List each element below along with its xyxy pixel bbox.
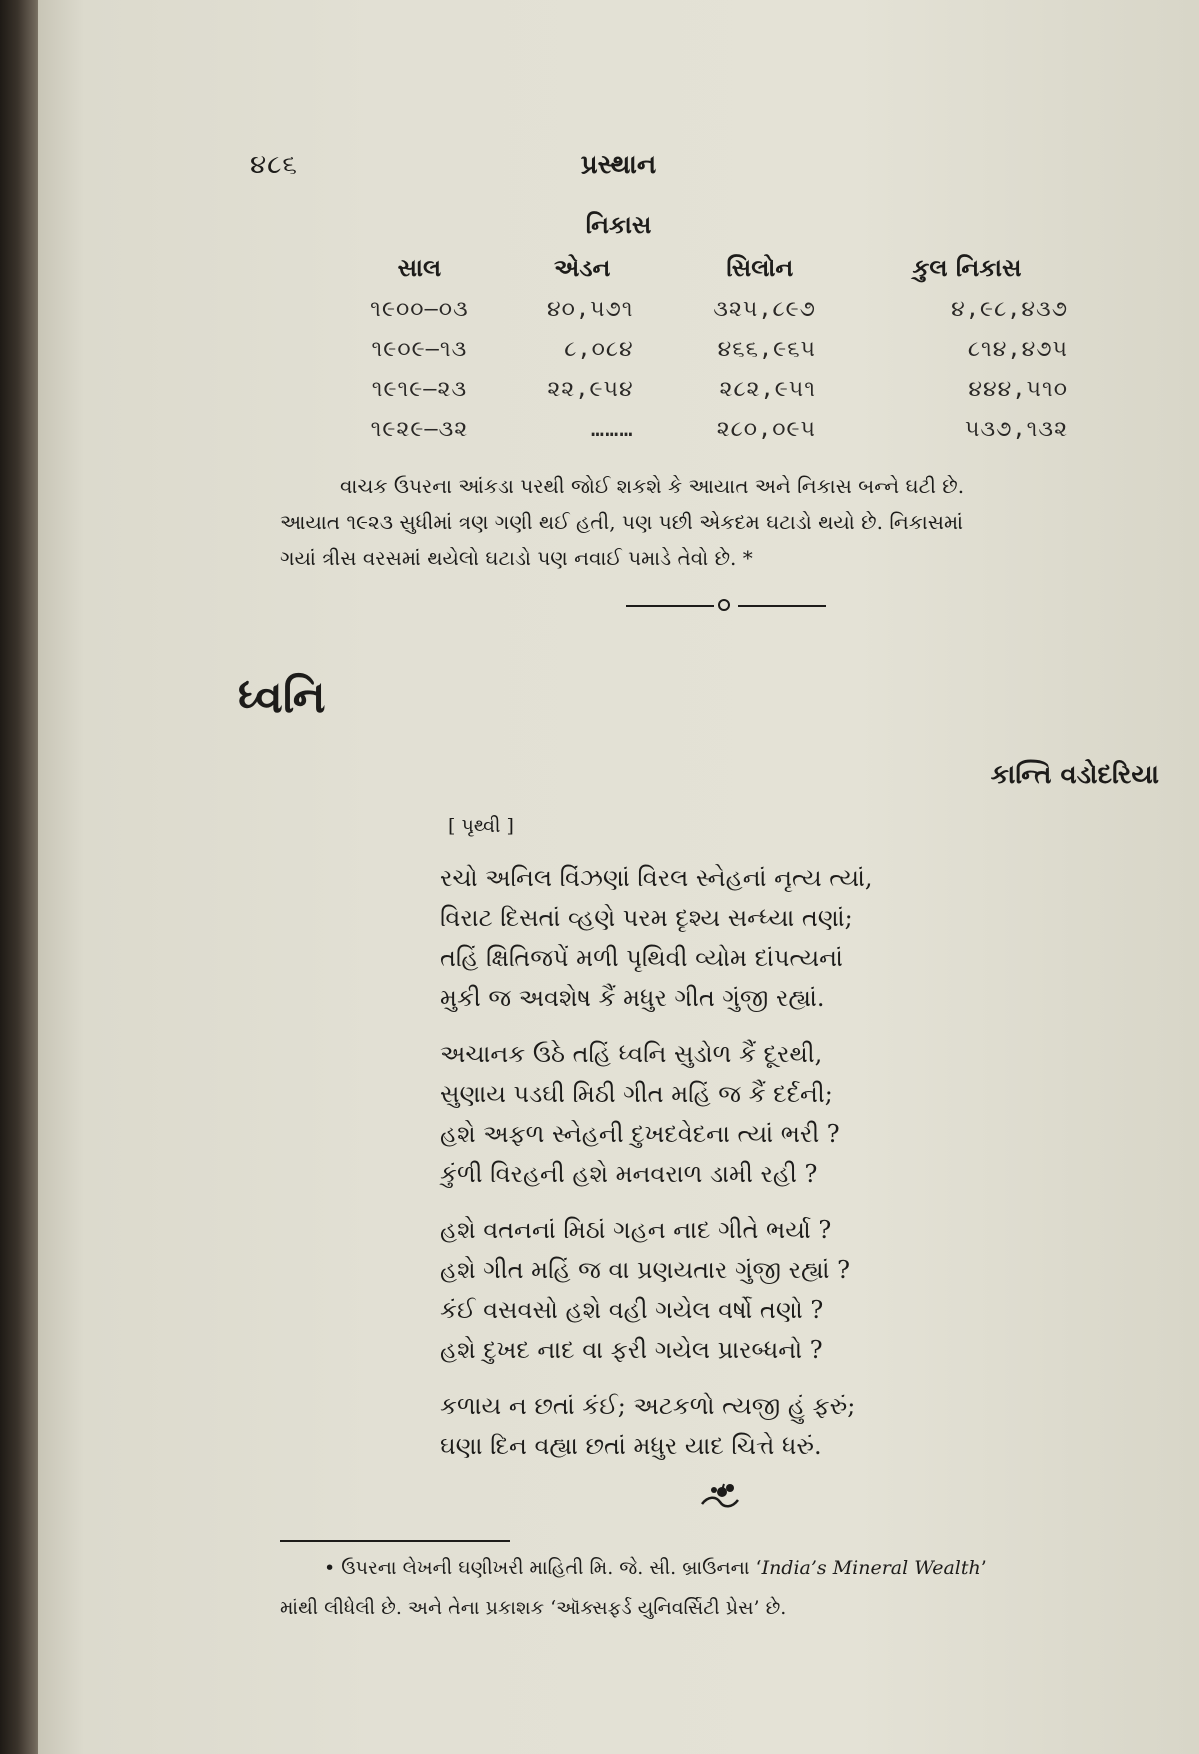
- table-cell-total: ૪,૯૮,૪૩૭: [951, 297, 1068, 322]
- table-header-row: [338, 253, 1078, 294]
- poem-stanza: [440, 1386, 1020, 1466]
- table-cell-aden: ………: [590, 417, 634, 442]
- footnote-quote-close: ’: [980, 1557, 987, 1579]
- table-cell-ceylon: ૩૨૫,૮૯૭: [713, 297, 816, 322]
- paragraph-line: આયાત ૧૯૨૩ સુધીમાં ત્રણ ગણી થઈ હતી, પણ પછી એકદમ ઘટાડો થયો છે. નિકાસમાં: [280, 510, 963, 534]
- poem-verse: હશે અફળ સ્નેહની દુખદવેદના ત્યાં ભરી ?: [440, 1120, 840, 1148]
- column-header-year: સાલ: [397, 253, 442, 282]
- poem-verse: રચો અનિલ વિંઝણાં વિરલ સ્નેહનાં નૃત્ય ત્યાં,: [440, 864, 873, 892]
- page-number: ૪૮૬: [250, 150, 298, 180]
- table-cell-aden: ૨૨,૯૫૪: [547, 377, 634, 402]
- section-divider: [626, 598, 826, 614]
- poem-verse: મુકી જ અવશેષ કૈં મધુર ગીત ગુંજી રહ્યાં.: [440, 984, 825, 1012]
- poem-verse: કંઈ વસવસો હશે વહી ગયેલ વર્ષો તણો ?: [440, 1296, 824, 1324]
- table-row: [338, 414, 1078, 454]
- paragraph-line: વાચક ઉપરના આંકડા પરથી જોઈ શકશે કે આયાત અને નિકાસ બન્ને ઘટી છે.: [340, 474, 965, 498]
- table-cell-year: ૧૯૦૯–૧૩: [371, 337, 468, 362]
- divider-rule-left: [626, 605, 714, 607]
- poem-author: કાન્તિ વડોદરિયા: [990, 760, 1159, 790]
- page-header: [38, 150, 1199, 190]
- export-table: [338, 253, 1078, 454]
- paragraph-line: ગયાં ત્રીસ વરસમાં થયેલો ઘટાડો પણ નવાઈ પમાડે તેવો છે. *: [280, 546, 753, 570]
- poem-meter: [ પૃથ્વી ]: [448, 815, 514, 837]
- footnote-book-title: India’s Mineral Wealth: [761, 1557, 981, 1579]
- divider-circle-icon: [718, 599, 730, 611]
- book-page: [38, 0, 1199, 1754]
- footnote: [280, 1548, 1178, 1628]
- divider-rule-right: [738, 605, 826, 607]
- footnote-rule: [280, 1540, 510, 1542]
- column-header-total-export: કુલ નિકાસ: [912, 253, 1022, 282]
- table-cell-total: ૪૪૪,૫૧૦: [968, 377, 1068, 402]
- footnote-line: માંથી લીધેલી છે. અને તેના પ્રકાશક ‘ઑક્સફર્ડ યુનિવર્સિટી પ્રેસ’ છે.: [280, 1597, 787, 1619]
- poem-title: ધ્વનિ: [238, 672, 326, 723]
- table-cell-ceylon: ૨૮૨,૯૫૧: [719, 377, 816, 402]
- running-title: પ્રસ્થાન: [580, 150, 657, 180]
- table-cell-aden: ૪૦,૫૭૧: [546, 297, 634, 322]
- poem-stanza: [440, 858, 1020, 1018]
- table-cell-ceylon: ૪૬૬,૯૬૫: [717, 337, 816, 362]
- poem-body: [440, 858, 1020, 1482]
- table-row: [338, 334, 1078, 374]
- poem-verse: વિરાટ દિસતાં વ્હણે પરમ દૃશ્ય સન્ધ્યા તણાં;: [440, 904, 853, 932]
- table-row: [338, 294, 1078, 334]
- table-cell-total: ૮૧૪,૪૭૫: [967, 337, 1068, 362]
- table-cell-aden: ૮,૦૮૪: [564, 337, 634, 362]
- poem-verse: કુંળી વિરહની હશે મનવરાળ ડામી રહી ?: [440, 1160, 818, 1188]
- footnote-line: [280, 1548, 1178, 1588]
- table-cell-year: ૧૯૦૦–૦૩: [370, 297, 469, 322]
- table-cell-year: ૧૯૧૯–૨૩: [371, 377, 468, 402]
- table-cell-ceylon: ૨૮૦,૦૯૫: [716, 417, 816, 442]
- poem-stanza: [440, 1034, 1020, 1194]
- floral-ornament-icon: [698, 1478, 744, 1514]
- poem-verse: કળાય ન છતાં કંઈ; અટકળો ત્યજી હું ફરું;: [440, 1392, 856, 1420]
- poem-verse: અચાનક ઉઠે તહિં ધ્વનિ સુડોળ કૈં દૂરથી,: [440, 1040, 823, 1068]
- poem-verse: સુણાય પડઘી મિઠી ગીત મહિં જ કૈં દર્દની;: [440, 1080, 833, 1108]
- poem-verse: હશે વતનનાં મિઠાં ગહન નાદ ગીતે ભર્યા ?: [440, 1216, 832, 1244]
- footnote-text: • ઉપરના લેખની ઘણીખરી માહિતી મિ. જે. સી. બ્રાઉનના ‘: [324, 1557, 762, 1579]
- column-header-aden: એડન: [554, 253, 611, 282]
- table-cell-total: ૫૩૭,૧૩૨: [965, 417, 1068, 442]
- export-table-title: નિકાસ: [585, 210, 652, 239]
- poem-verse: હશે ગીત મહિં જ વા પ્રણયતાર ગુંજી રહ્યાં ?: [440, 1256, 850, 1284]
- table-cell-year: ૧૯૨૯–૩૨: [370, 417, 469, 442]
- poem-verse: હશે દુખદ નાદ વા ફરી ગયેલ પ્રારબ્ધનો ?: [440, 1336, 823, 1364]
- column-header-ceylon: સિલોન: [726, 253, 794, 282]
- poem-verse: ઘણા દિન વહ્યા છતાં મધુર યાદ ચિત્તે ધરું.: [440, 1432, 822, 1460]
- table-row: [338, 374, 1078, 414]
- poem-verse: તહિં ક્ષિતિજપેં મળી પૃથિવી વ્યોમ દાંપત્યનાં: [440, 944, 843, 972]
- commentary-paragraph: [280, 468, 1178, 576]
- poem-stanza: [440, 1210, 1020, 1370]
